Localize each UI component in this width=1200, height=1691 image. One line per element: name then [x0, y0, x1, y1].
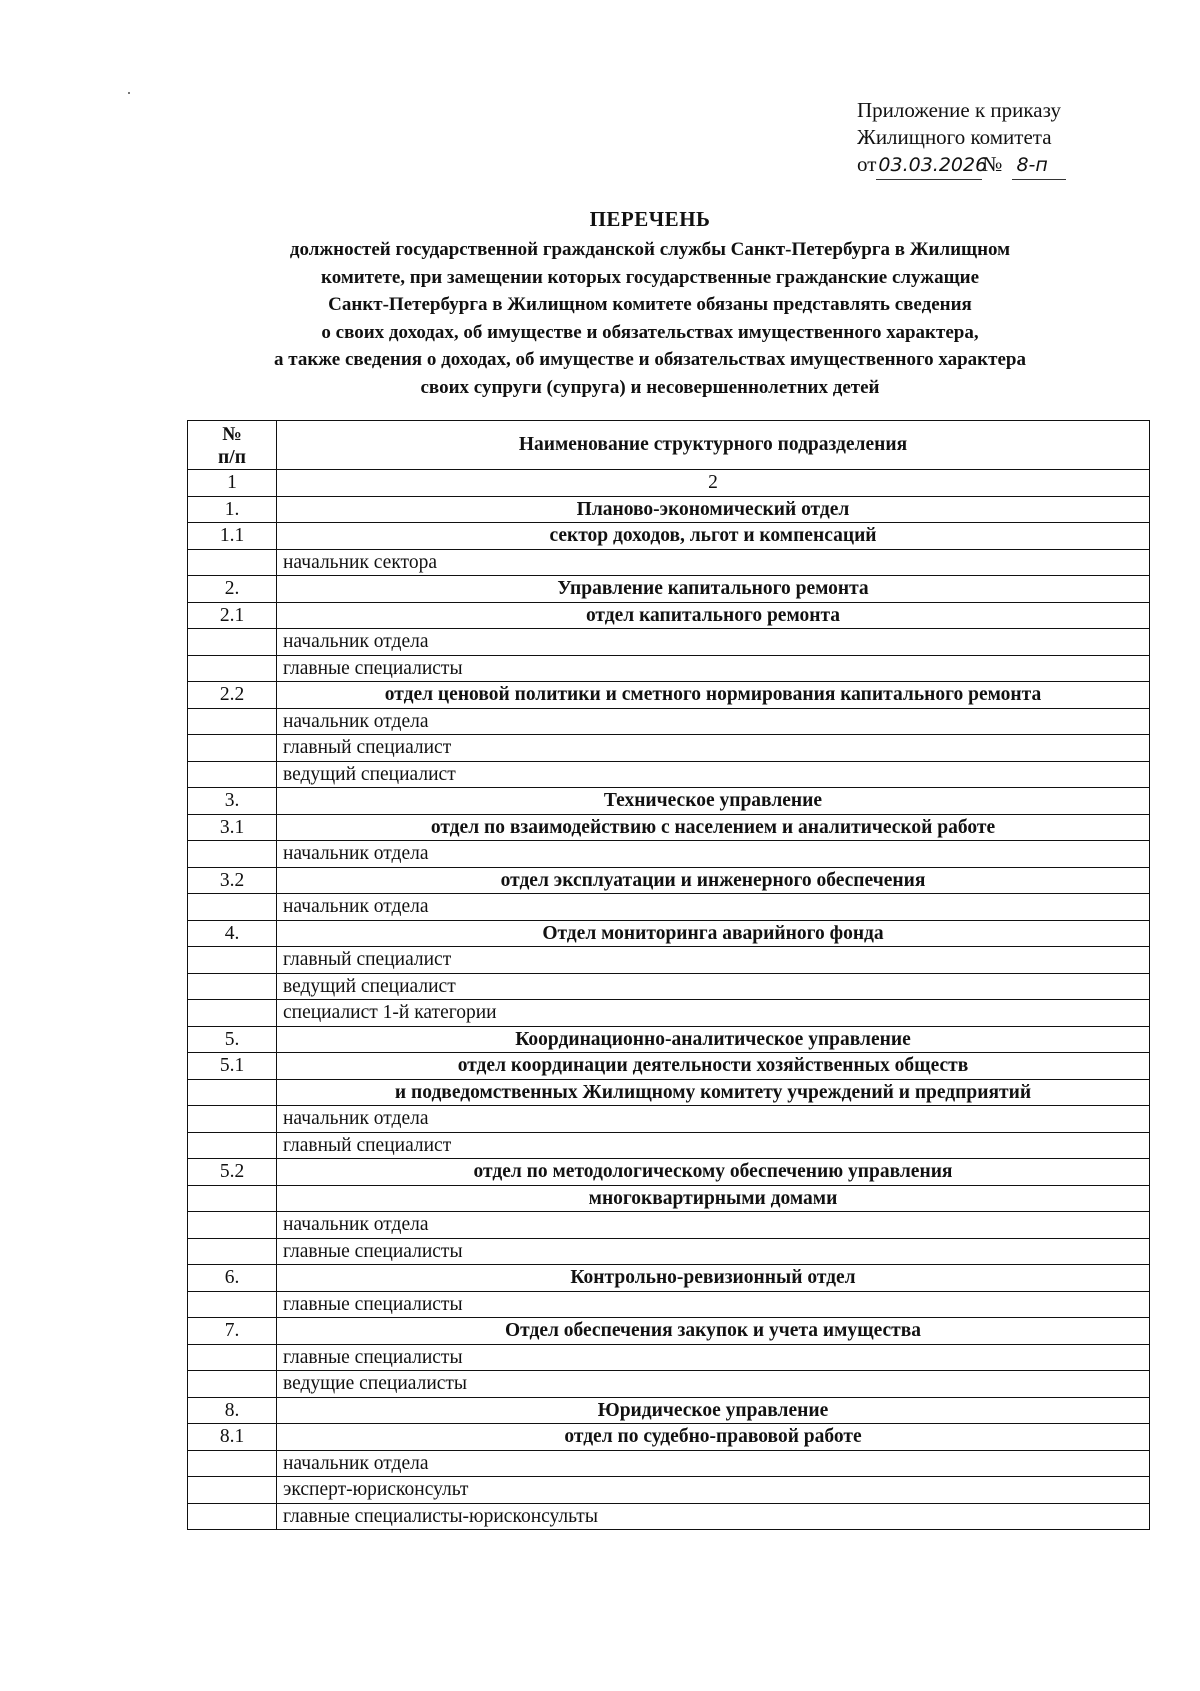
row-number-cell: 5.2 — [188, 1159, 277, 1186]
row-number-cell: 1. — [188, 496, 277, 523]
row-number-cell — [188, 1503, 277, 1530]
document-subtitle — [190, 236, 1110, 402]
subtitle-line: своих супруги (супруга) и несовершеннолетних детей — [420, 376, 880, 398]
subdivision-title-cell: отдел капитального ремонта — [277, 602, 1150, 629]
subtitle-line: а также сведения о доходах, об имуществе и обязательствах имущественного характера — [274, 349, 1026, 371]
position-cell: ведущий специалист — [277, 761, 1150, 788]
subdivision-title-cell: Отдел мониторинга аварийного фонда — [277, 920, 1150, 947]
row-number-cell: 5. — [188, 1026, 277, 1053]
table-row — [188, 867, 1150, 894]
position-cell: начальник сектора — [277, 549, 1150, 576]
table-row — [188, 1503, 1150, 1530]
row-number-cell: 2. — [188, 576, 277, 603]
table-row — [188, 920, 1150, 947]
subdivision-title-cell: многоквартирными домами — [277, 1185, 1150, 1212]
subtitle-line: о своих доходах, об имуществе и обязательствах имущественного характера, — [321, 321, 979, 343]
position-cell: главный специалист — [277, 947, 1150, 974]
row-number-cell: 8. — [188, 1397, 277, 1424]
header-line-2: Жилищного комитета — [857, 125, 1052, 149]
row-number-cell — [188, 1291, 277, 1318]
position-cell: ведущий специалист — [277, 973, 1150, 1000]
column-numbering-row — [188, 470, 1150, 497]
row-number-cell — [188, 708, 277, 735]
table-row — [188, 735, 1150, 762]
handwritten-number: 8-п — [1012, 152, 1066, 180]
position-cell: специалист 1-й категории — [277, 1000, 1150, 1027]
column-index-1: 1 — [188, 470, 277, 497]
table-row — [188, 1212, 1150, 1239]
scan-speck — [128, 92, 130, 94]
position-cell: начальник отдела — [277, 894, 1150, 921]
table-row — [188, 1318, 1150, 1345]
row-number-cell: 3.1 — [188, 814, 277, 841]
row-number-cell — [188, 761, 277, 788]
position-cell: главные специалисты — [277, 655, 1150, 682]
row-number-cell — [188, 894, 277, 921]
row-number-cell — [188, 1106, 277, 1133]
column-number-header — [188, 421, 277, 470]
table-row — [188, 602, 1150, 629]
row-number-cell: 8.1 — [188, 1424, 277, 1451]
row-number-cell: 3.2 — [188, 867, 277, 894]
table-row — [188, 708, 1150, 735]
row-number-cell — [188, 947, 277, 974]
table-row — [188, 1079, 1150, 1106]
order-appendix-header — [857, 97, 1066, 180]
subdivision-title-cell: отдел по взаимодействию с населением и аналитической работе — [277, 814, 1150, 841]
table-row — [188, 1185, 1150, 1212]
table-row — [188, 496, 1150, 523]
position-cell: главные специалисты — [277, 1344, 1150, 1371]
position-cell: главный специалист — [277, 735, 1150, 762]
subdivision-title-cell: отдел по судебно-правовой работе — [277, 1424, 1150, 1451]
table-row — [188, 549, 1150, 576]
subtitle-line: Санкт-Петербурга в Жилищном комитете обязаны представлять сведения — [328, 294, 972, 316]
number-sign: № — [982, 152, 1003, 176]
position-cell: начальник отдела — [277, 629, 1150, 656]
row-number-cell: 4. — [188, 920, 277, 947]
row-number-cell — [188, 549, 277, 576]
row-number-cell — [188, 1000, 277, 1027]
position-cell: главные специалисты — [277, 1291, 1150, 1318]
row-number-cell: 7. — [188, 1318, 277, 1345]
table-row — [188, 1371, 1150, 1398]
row-number-cell — [188, 655, 277, 682]
position-cell: главные специалисты — [277, 1238, 1150, 1265]
table-row — [188, 1265, 1150, 1292]
position-cell: начальник отдела — [277, 841, 1150, 868]
subdivision-title-cell: Контрольно-ревизионный отдел — [277, 1265, 1150, 1292]
subdivision-title-cell: отдел по методологическому обеспечению управления — [277, 1159, 1150, 1186]
position-cell: главные специалисты-юрисконсульты — [277, 1503, 1150, 1530]
subdivision-title-cell: и подведомственных Жилищному комитету учреждений и предприятий — [277, 1079, 1150, 1106]
row-number-cell — [188, 1185, 277, 1212]
subdivision-title-cell: отдел ценовой политики и сметного нормирования капитального ремонта — [277, 682, 1150, 709]
table-row — [188, 523, 1150, 550]
document-title-block — [190, 206, 1110, 402]
table-row — [188, 576, 1150, 603]
subtitle-line: должностей государственной гражданской службы Санкт-Петербурга в Жилищном — [289, 239, 1011, 260]
table-row — [188, 973, 1150, 1000]
table-row — [188, 629, 1150, 656]
table-row — [188, 1000, 1150, 1027]
table-row — [188, 1477, 1150, 1504]
row-number-cell: 2.2 — [188, 682, 277, 709]
positions-table — [187, 420, 1150, 1530]
table-row — [188, 1450, 1150, 1477]
table-row — [188, 1053, 1150, 1080]
subdivision-title-cell: Планово-экономический отдел — [277, 496, 1150, 523]
table-row — [188, 655, 1150, 682]
column-name-header: Наименование структурного подразделения — [277, 421, 1150, 470]
row-number-cell: 5.1 — [188, 1053, 277, 1080]
position-cell: начальник отдела — [277, 1450, 1150, 1477]
position-cell: начальник отдела — [277, 1106, 1150, 1133]
row-number-cell — [188, 973, 277, 1000]
row-number-cell — [188, 1238, 277, 1265]
table-row — [188, 1132, 1150, 1159]
subdivision-title-cell: отдел эксплуатации и инженерного обеспечения — [277, 867, 1150, 894]
row-number-cell: 1.1 — [188, 523, 277, 550]
table-row — [188, 761, 1150, 788]
subtitle-line: комитете, при замещении которых государственные гражданские служащие — [321, 266, 979, 288]
subdivision-title-cell: Юридическое управление — [277, 1397, 1150, 1424]
position-cell: эксперт-юрисконсульт — [277, 1477, 1150, 1504]
row-number-cell — [188, 1344, 277, 1371]
table-header-row — [188, 421, 1150, 470]
subdivision-title-cell: Координационно-аналитическое управление — [277, 1026, 1150, 1053]
row-number-cell: 3. — [188, 788, 277, 815]
table-row — [188, 1344, 1150, 1371]
subdivision-title-cell: Техническое управление — [277, 788, 1150, 815]
table-row — [188, 1291, 1150, 1318]
table-row — [188, 1026, 1150, 1053]
subdivision-title-cell: сектор доходов, льгот и компенсаций — [277, 523, 1150, 550]
table-row — [188, 682, 1150, 709]
table-row — [188, 1424, 1150, 1451]
row-number-cell — [188, 1212, 277, 1239]
row-number-cell — [188, 841, 277, 868]
table-row — [188, 894, 1150, 921]
table-body — [188, 496, 1150, 1530]
header-line-1: Приложение к приказу — [857, 98, 1061, 122]
position-cell: начальник отдела — [277, 1212, 1150, 1239]
number-sign-header: № — [222, 424, 242, 445]
table-row — [188, 1238, 1150, 1265]
table-row — [188, 947, 1150, 974]
row-number-cell — [188, 1371, 277, 1398]
table-row — [188, 1106, 1150, 1133]
row-number-cell — [188, 1450, 277, 1477]
subdivision-title-cell: Управление капитального ремонта — [277, 576, 1150, 603]
row-number-cell — [188, 1132, 277, 1159]
row-number-cell — [188, 1079, 277, 1106]
row-number-cell: 2.1 — [188, 602, 277, 629]
table-row — [188, 1159, 1150, 1186]
table-row — [188, 788, 1150, 815]
handwritten-date: 03.03.2026 — [876, 152, 982, 180]
table-row — [188, 1397, 1150, 1424]
row-number-cell — [188, 735, 277, 762]
header-line-3 — [857, 151, 1066, 180]
position-cell: начальник отдела — [277, 708, 1150, 735]
position-cell: главный специалист — [277, 1132, 1150, 1159]
pp-header: п/п — [218, 447, 246, 468]
table-row — [188, 814, 1150, 841]
row-number-cell — [188, 629, 277, 656]
header-prefix: от — [857, 152, 877, 176]
column-index-2: 2 — [277, 470, 1150, 497]
subdivision-title-cell: Отдел обеспечения закупок и учета имущества — [277, 1318, 1150, 1345]
row-number-cell: 6. — [188, 1265, 277, 1292]
document-title: ПЕРЕЧЕНЬ — [589, 207, 711, 231]
subdivision-title-cell: отдел координации деятельности хозяйственных обществ — [277, 1053, 1150, 1080]
position-cell: ведущие специалисты — [277, 1371, 1150, 1398]
row-number-cell — [188, 1477, 277, 1504]
table-row — [188, 841, 1150, 868]
